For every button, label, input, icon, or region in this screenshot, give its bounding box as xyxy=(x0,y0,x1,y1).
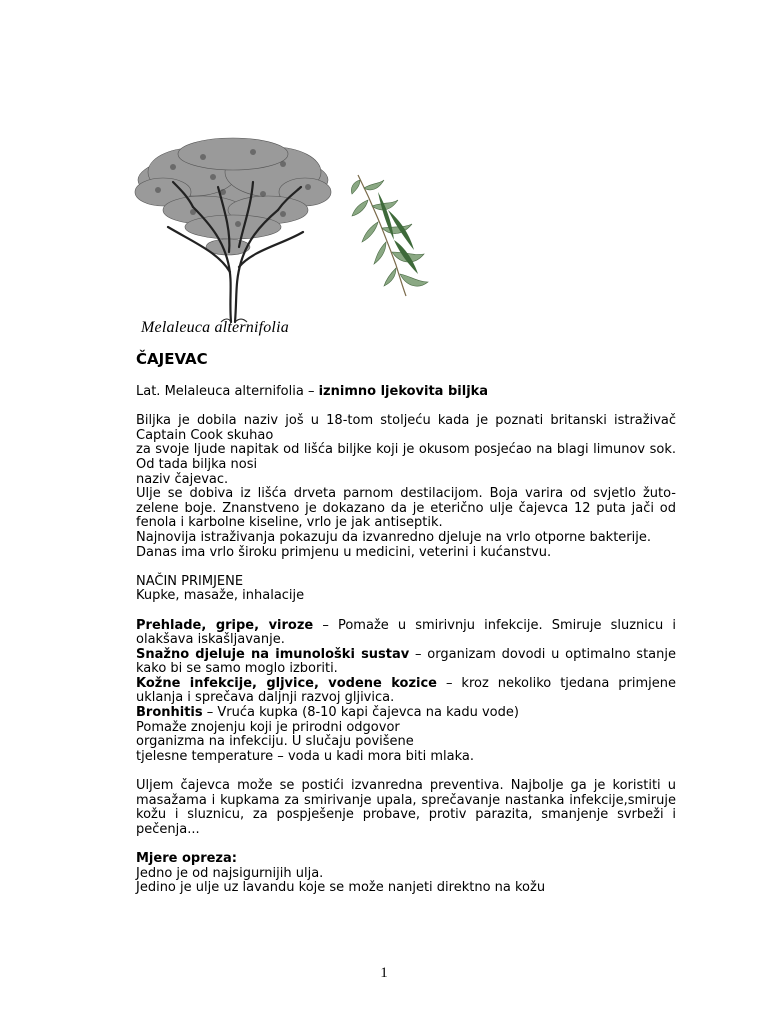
page-number: 1 xyxy=(380,965,388,981)
condition-item xyxy=(136,648,676,677)
tree-illustration-icon xyxy=(133,132,333,327)
article-body xyxy=(136,351,676,896)
page-title: ČAJEVAC xyxy=(136,350,208,368)
condition-name: Kožne infekcije, gljvice, vodene kozice xyxy=(136,675,438,691)
latin-name-prefix: Lat. Melaleuca alternifolia – xyxy=(136,384,319,399)
leaf-branch-illustration-icon xyxy=(348,170,433,300)
condition-name: Prehlade, gripe, viroze xyxy=(136,617,314,633)
intro-paragraph-2: za svoje ljude napitak od lišća biljke koji je okusom posjećao na blagi limunov sok. Od tada biljka nosi xyxy=(136,442,676,472)
condition-name: Snažno djeluje na imunološki sustav xyxy=(136,646,410,662)
condition-description: – organizam dovodi u optimalno stanje kako bi se samo moglo izboriti. xyxy=(136,646,676,677)
intro-paragraph-1: Biljka je dobila naziv još u 18-tom stoljeću kada je poznati britanski istraživač Captain Cook skuhao xyxy=(136,413,676,443)
condition-item xyxy=(136,706,676,721)
precautions-line-1: Jedno je od najsigurnijih ulja. xyxy=(136,865,324,881)
condition-description: – Pomaže u smirivnju infekcije. Smiruje sluznicu i olakšava iskašljavanje. xyxy=(136,617,677,648)
condition-item xyxy=(136,677,676,706)
bronchitis-line-2: organizma na infekciju. U slučaju povišene xyxy=(136,734,414,750)
latin-name-line xyxy=(136,385,676,400)
condition-name: Bronhitis xyxy=(136,705,203,721)
preventive-paragraph: Uljem čajevca može se postići izvanredna preventiva. Najbolje ga je koristiti u masažama i kupkama za smirivanje upala, sprečavanje nastanka infekcije,smiruje kožu i sluznicu, za pospješenje probave, protiv parazita, smanjenje svrbeži i pečenja... xyxy=(136,778,676,837)
precautions-heading: Mjere opreza: xyxy=(136,851,237,866)
bronchitis-line-3: tjelesne temperature – voda u kadi mora biti mlaka. xyxy=(136,748,474,764)
intro-paragraph-4: Ulje se dobiva iz lišća drveta parnom destilacijom. Boja varira od svjetlo žuto-zelene boje. Znanstveno je dokazano da je eterično ulje čajevca 12 puta jači od fenola i karbolne kiseline, vrlo je jak antiseptik. xyxy=(136,486,676,531)
bronchitis-line-1: Pomaže znojenju koji je prirodni odgovor xyxy=(136,719,400,735)
usage-text: Kupke, masaže, inhalacije xyxy=(136,588,305,604)
precautions-line-2: Jedino je ulje uz lavandu koje se može nanjeti direktno na kožu xyxy=(136,880,546,896)
latin-name-tagline: iznimno ljekovita biljka xyxy=(318,384,489,399)
usage-heading: NAČIN PRIMJENE xyxy=(136,573,244,589)
intro-paragraph-3: naziv čajevac. xyxy=(136,471,229,487)
condition-item xyxy=(136,619,676,648)
illustration xyxy=(133,132,443,342)
condition-description: – kroz nekoliko tjedana primjene uklanja i sprečava daljnji razvoj gljivica. xyxy=(136,675,677,706)
condition-description: – Vruća kupka (8-10 kapi čajevca na kadu vode) xyxy=(202,705,519,721)
intro-paragraph-5: Najnovija istraživanja pokazuju da izvanredno djeluje na vrlo otporne bakterije. xyxy=(136,529,651,545)
figure-caption: Melaleuca alternifolia xyxy=(141,319,289,336)
intro-paragraph-6: Danas ima vrlo široku primjenu u medicini, veterini i kućanstvu. xyxy=(136,544,552,560)
